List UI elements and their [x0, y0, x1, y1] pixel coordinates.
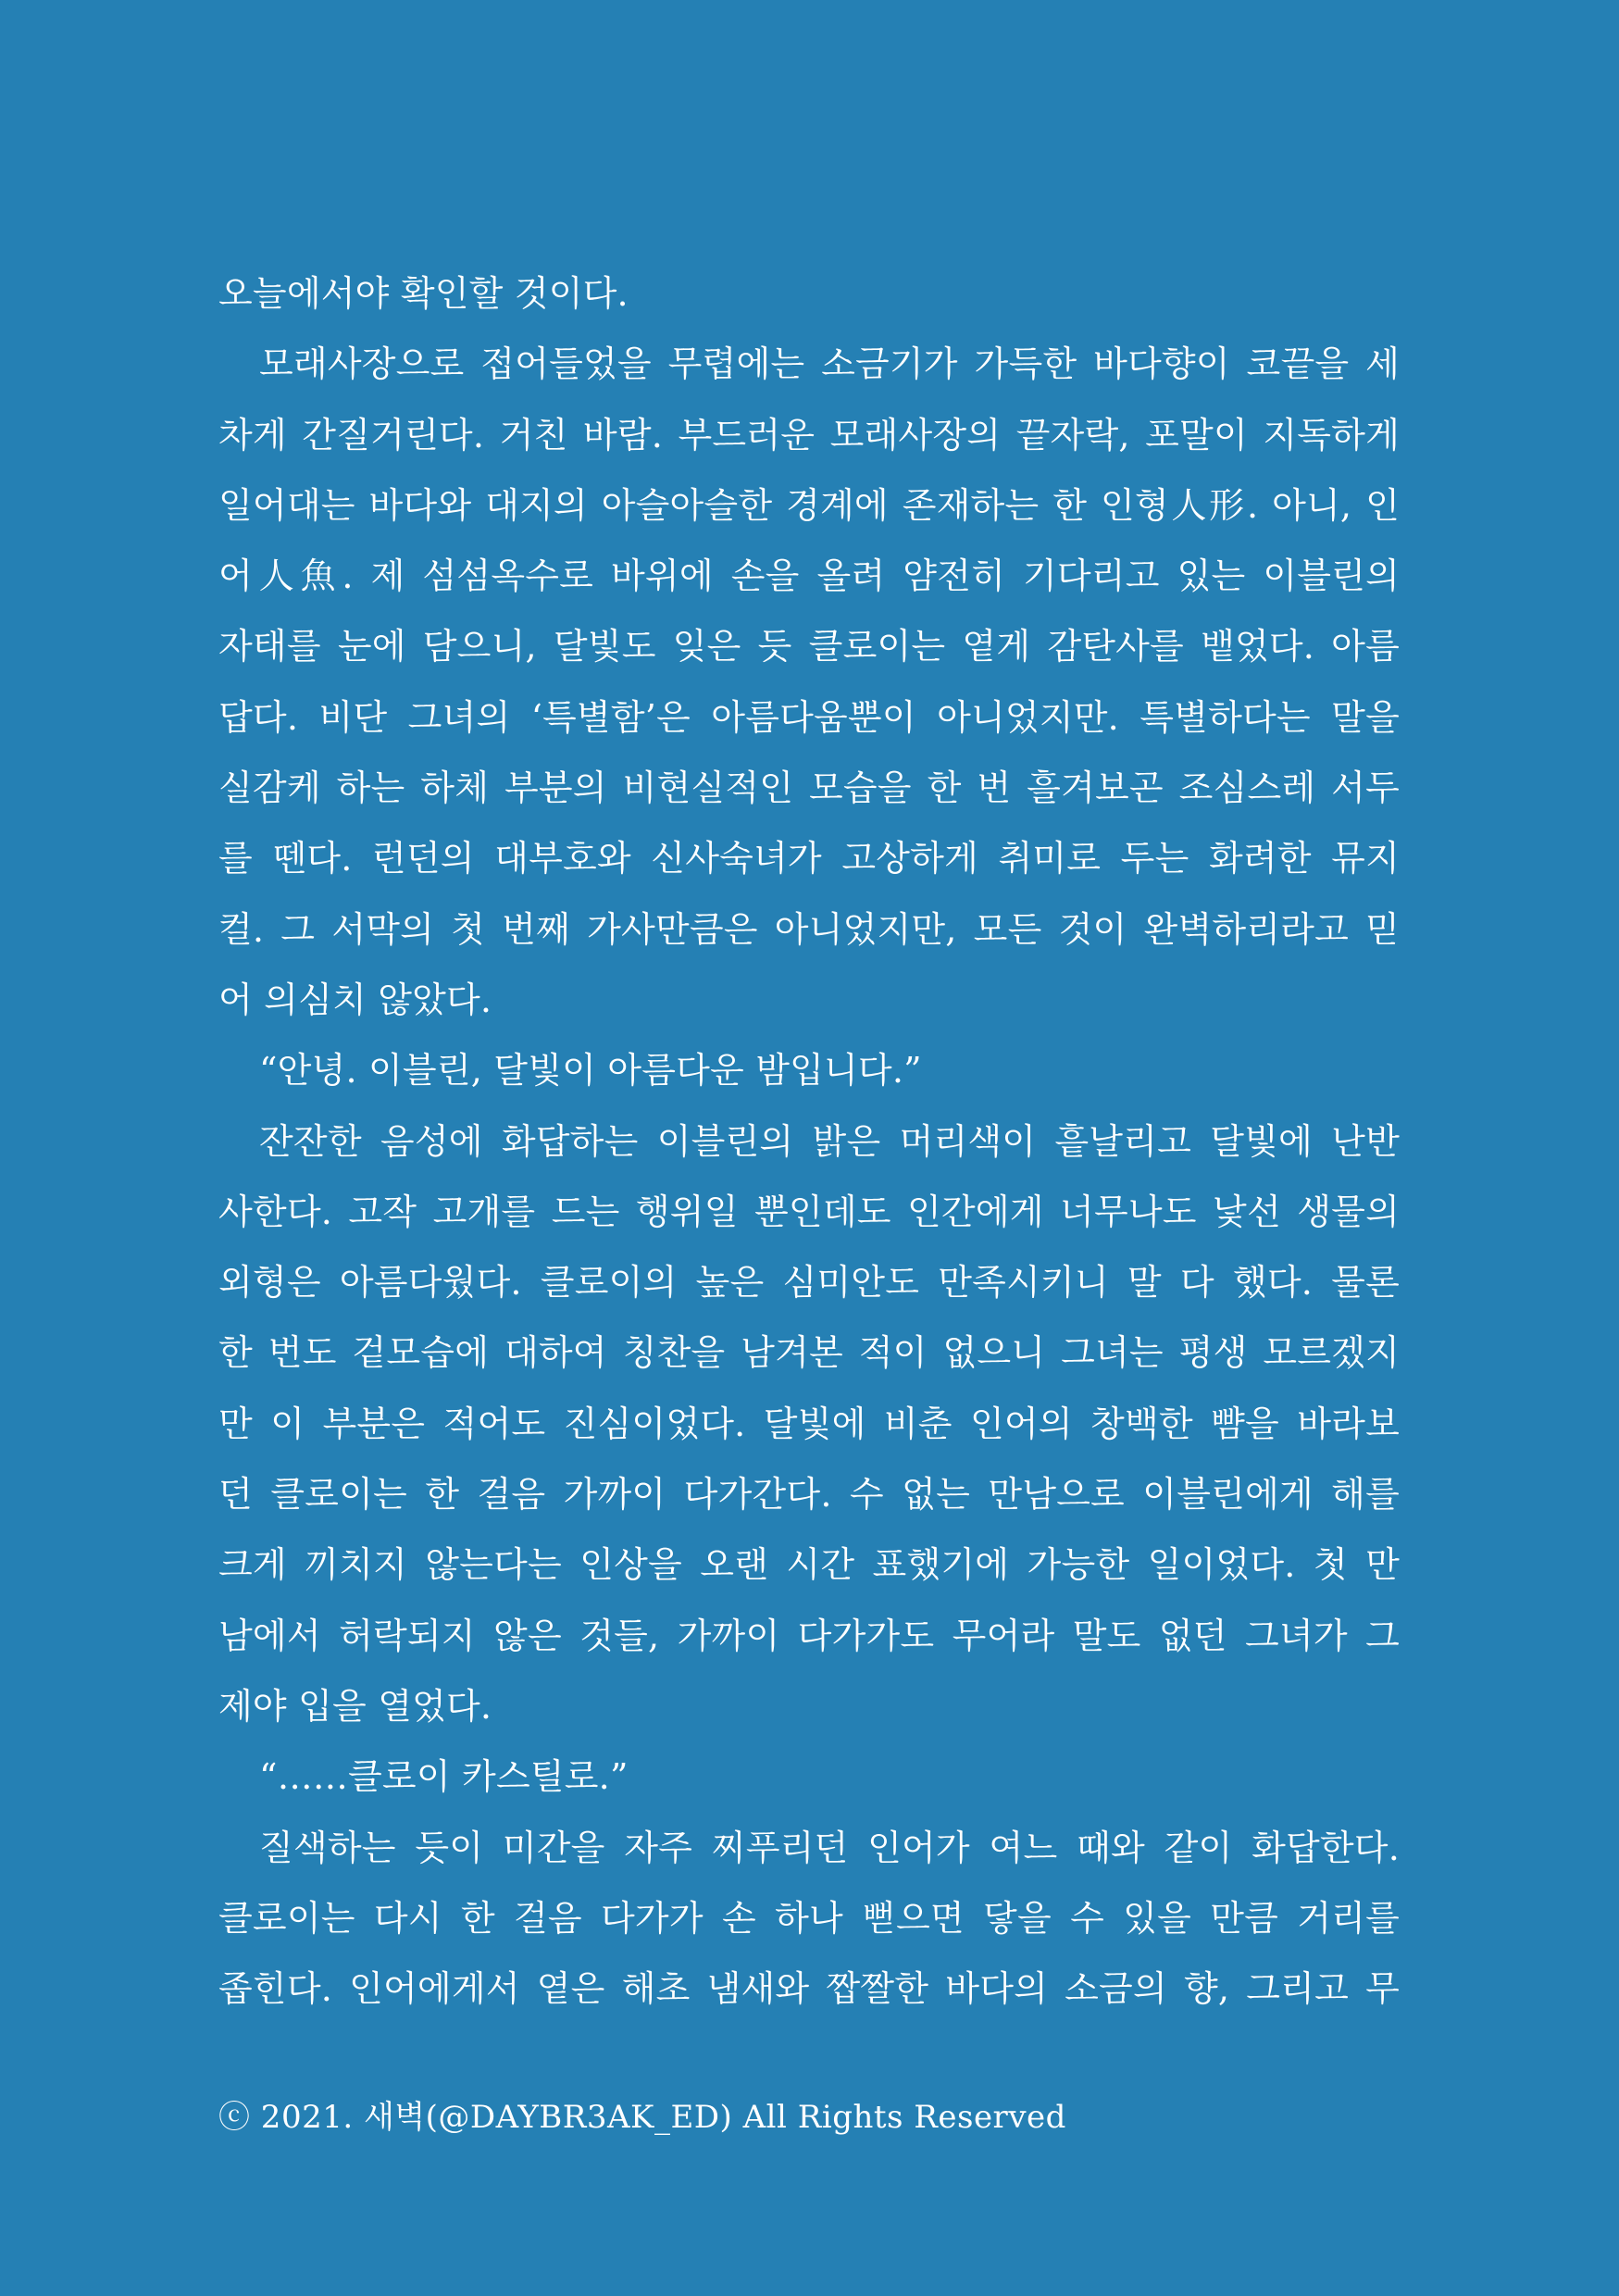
text-line: 오늘에서야 확인할 것이다. — [218, 273, 629, 314]
text-line: 어人魚. 제 섬섬옥수로 바위에 손을 올려 얌전히 기다리고 있는 이블린의 — [218, 555, 1400, 597]
text-line: 어 의심치 않았다. — [218, 979, 492, 1020]
text-line: 만 이 부분은 적어도 진심이었다. 달빛에 비춘 인어의 창백한 뺨을 바라보 — [218, 1403, 1400, 1444]
text-line: 클로이는 다시 한 걸음 다가가 손 하나 뻗으면 닿을 수 있을 만큼 거리를 — [218, 1897, 1400, 1939]
text-line: 차게 간질거린다. 거친 바람. 부드러운 모래사장의 끝자락, 포말이 지독하게 — [218, 414, 1400, 455]
text-line: 답다. 비단 그녀의 ‘특별함’은 아름다움뿐이 아니었지만. 특별하다는 말을 — [218, 696, 1400, 738]
text-line: 를 뗀다. 런던의 대부호와 신사숙녀가 고상하게 취미로 두는 화려한 뮤지 — [218, 838, 1400, 880]
text-line: 자태를 눈에 담으니, 달빛도 잊은 듯 클로이는 옅게 감탄사를 뱉었다. 아름 — [218, 626, 1400, 668]
body-text — [218, 266, 1400, 2031]
text-line: 질색하는 듯이 미간을 자주 찌푸리던 인어가 여느 때와 같이 화답한다. — [259, 1827, 1400, 1868]
text-line: 외형은 아름다웠다. 클로이의 높은 심미안도 만족시키니 말 다 했다. 물론 — [218, 1262, 1400, 1304]
text-line: 잔잔한 음성에 화답하는 이블린의 밝은 머리색이 흩날리고 달빛에 난반 — [259, 1120, 1400, 1162]
text-line: 일어대는 바다와 대지의 아슬아슬한 경계에 존재하는 한 인형人形. 아니, 인 — [218, 484, 1400, 526]
text-line: “……클로이 카스틸로.” — [259, 1756, 629, 1798]
text-line: 컬. 그 서막의 첫 번째 가사만큼은 아니었지만, 모든 것이 완벽하리라고 믿 — [218, 908, 1400, 950]
text-line: 사한다. 고작 고개를 드는 행위일 뿐인데도 인간에게 너무나도 낯선 생물의 — [218, 1191, 1400, 1232]
text-line: 실감케 하는 하체 부분의 비현실적인 모습을 한 번 흘겨보곤 조심스레 서두 — [218, 767, 1400, 809]
text-line: 좁힌다. 인어에게서 옅은 해초 냄새와 짭짤한 바다의 소금의 향, 그리고 무 — [218, 1968, 1400, 2010]
text-line: “안녕. 이블린, 달빛이 아름다운 밤입니다.” — [259, 1050, 922, 1092]
text-line: 한 번도 겉모습에 대하여 칭찬을 남겨본 적이 없으니 그녀는 평생 모르겠지 — [218, 1332, 1400, 1374]
text-line: 제야 입을 열었다. — [218, 1685, 492, 1727]
text-line: 던 클로이는 한 걸음 가까이 다가간다. 수 없는 만남으로 이블린에게 해를 — [218, 1474, 1400, 1516]
text-line: 모래사장으로 접어들었을 무렵에는 소금기가 가득한 바다향이 코끝을 세 — [259, 343, 1400, 385]
copyright-notice: ⓒ 2021. 새벽(@DAYBR3AK_ED) All Rights Reserved — [218, 2099, 1066, 2136]
text-line: 남에서 허락되지 않은 것들, 가까이 다가가도 무어라 말도 없던 그녀가 그 — [218, 1615, 1400, 1656]
text-line: 크게 끼치지 않는다는 인상을 오랜 시간 표했기에 가능한 일이었다. 첫 만 — [218, 1544, 1400, 1586]
